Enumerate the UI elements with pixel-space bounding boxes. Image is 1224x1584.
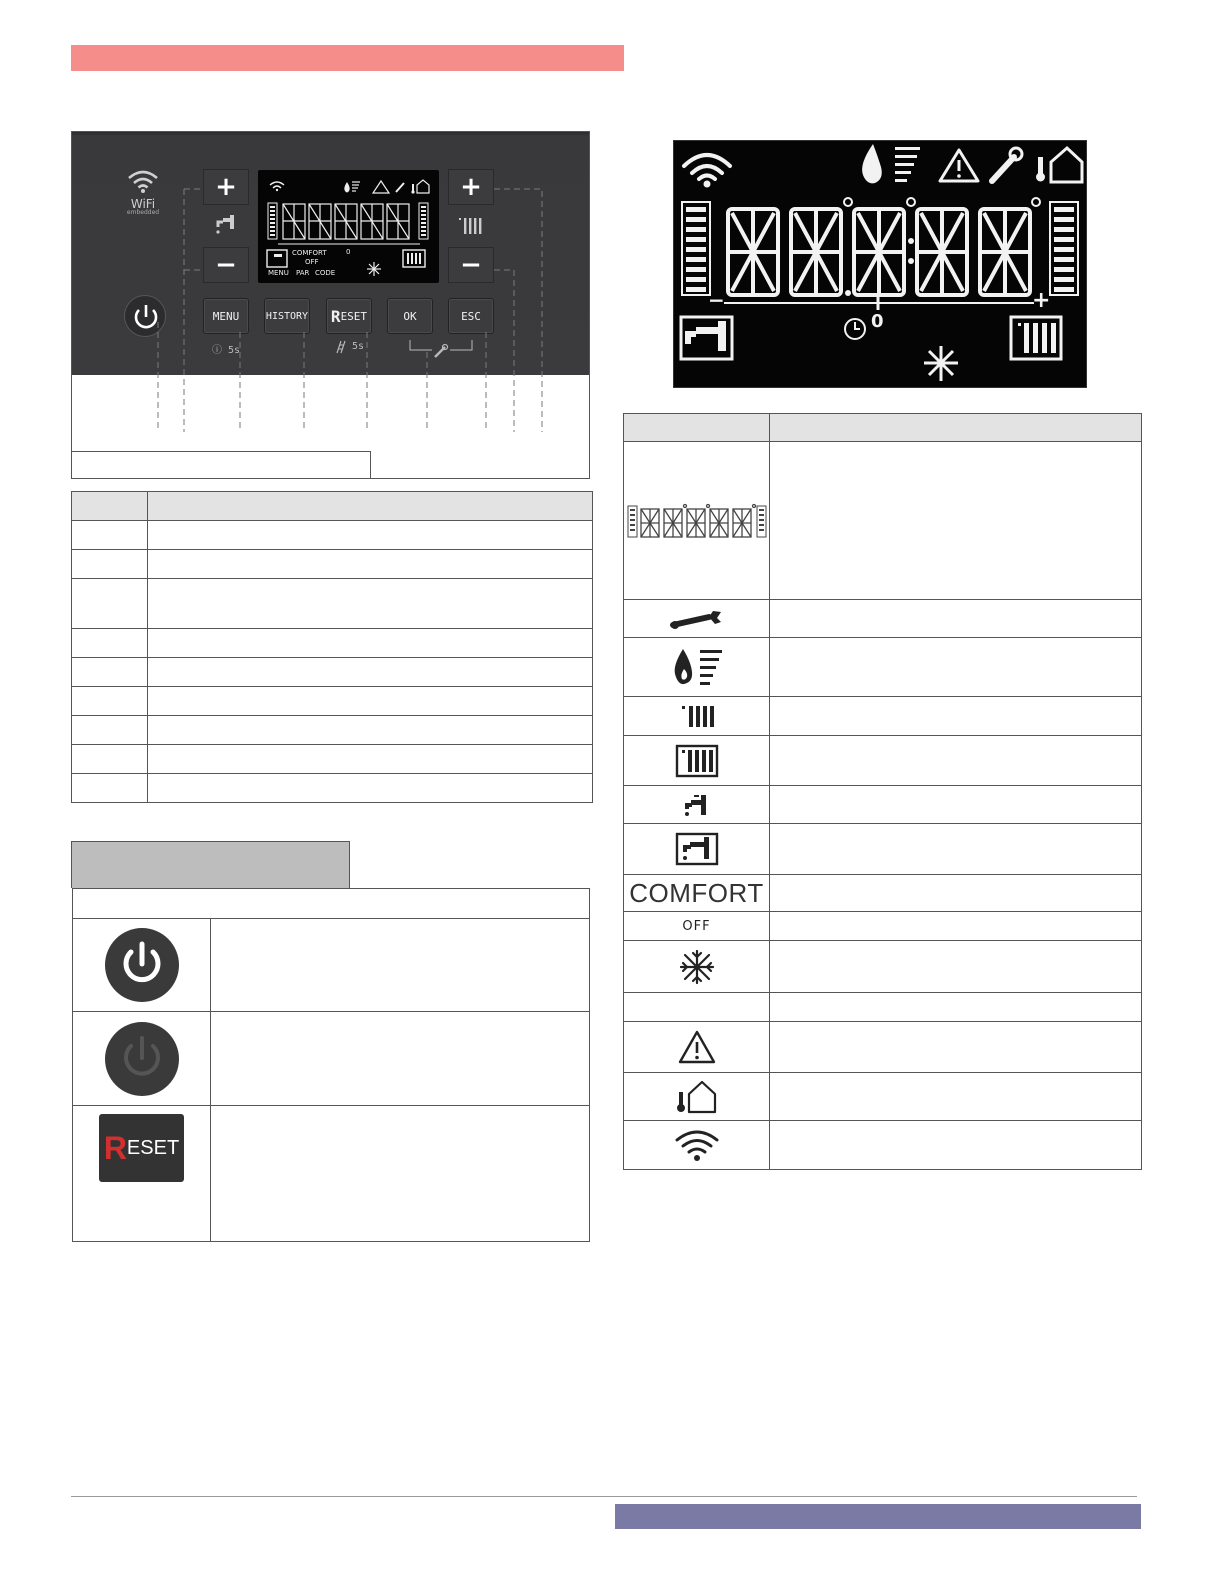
wifi-label: WiFi [130,197,156,211]
figure-caption-box [72,451,371,478]
wifi-sublabel: embedded [126,209,160,216]
status-table [72,888,590,1242]
footer-rule [71,1496,1137,1497]
table-row [624,600,1142,638]
button-legend-table [71,491,593,803]
table-row [624,875,1142,912]
menu-button[interactable]: MENU [203,298,249,334]
table-row [73,1012,590,1106]
column-header [148,492,593,521]
power-on-icon [103,926,181,1004]
history-button[interactable]: HISTORY [264,298,310,334]
status-section-heading-box [71,841,350,888]
warning-icon [677,1029,717,1065]
ok-button[interactable]: OK [387,298,433,334]
radiator-icon [680,704,714,728]
esc-button[interactable]: ESC [448,298,494,334]
table-row [72,521,593,550]
callout-leader-lines [72,132,589,452]
footer-band [615,1504,1141,1529]
lcd-zero-label: 0 [871,311,884,332]
menu-hint: ⓘ 5s [212,345,241,356]
lcd-display-graphics [674,141,1088,389]
table-row [624,638,1142,697]
column-header [770,414,1142,442]
off-text-symbol: OFF [682,918,711,934]
heating-minus-button[interactable]: − [448,247,494,283]
power-off-icon [103,1020,181,1098]
table-row [73,1106,590,1242]
lcd-zero-label: 0 [346,248,351,256]
lcd-display-figure [673,140,1087,388]
snowflake-icon [679,949,715,985]
symbol-legend-table [623,413,1142,1170]
reset-label: ESET [126,1136,180,1159]
reset-r-letter: R [330,306,341,326]
table-row [624,824,1142,875]
table-header-row [72,492,593,521]
reset-hint: 5s [352,341,365,352]
header-band [71,45,624,71]
table-row [624,786,1142,824]
column-header [624,414,770,442]
wrench-icon [669,607,725,631]
segment-display-icon [626,503,768,539]
lcd-minus-sign: − [708,288,725,312]
dhw-minus-button[interactable]: − [203,247,249,283]
table-row [73,919,590,1012]
table-row [624,442,1142,600]
lcd-par-label: PAR [296,269,310,277]
table-row [624,912,1142,941]
reset-r-letter: R [103,1129,127,1166]
lcd-menu-label: MENU [268,269,289,277]
thermo-house-icon [675,1079,719,1115]
table-row [624,993,1142,1022]
table-row [73,889,590,919]
table-header-row [624,414,1142,442]
table-row [624,697,1142,736]
table-row [72,774,593,803]
flame-level-icon [669,647,725,687]
lcd-plus-sign: + [1032,288,1051,313]
table-row [72,687,593,716]
dhw-plus-button[interactable]: + [203,169,249,205]
table-row [72,550,593,579]
table-row [72,716,593,745]
lcd-comfort-label: COMFORT [292,249,327,257]
table-row [72,658,593,687]
reset-button-illustration [99,1114,184,1182]
lcd-code-label: CODE [315,269,336,277]
comfort-text-symbol: COMFORT [629,877,764,908]
table-row [72,579,593,629]
tap-icon [682,793,712,817]
table-row [624,1121,1142,1170]
radiator-framed-icon [675,744,719,778]
table-row [624,736,1142,786]
table-row [624,1022,1142,1073]
table-row [72,629,593,658]
wifi-icon [673,1128,721,1162]
control-panel-figure [71,131,590,479]
table-row [72,745,593,774]
tap-framed-icon [675,832,719,866]
table-row [624,1073,1142,1121]
table-row [624,941,1142,993]
column-header [72,492,148,521]
reset-label: ESET [340,309,368,323]
lcd-off-label: OFF [305,258,319,266]
heating-plus-button[interactable]: + [448,169,494,205]
